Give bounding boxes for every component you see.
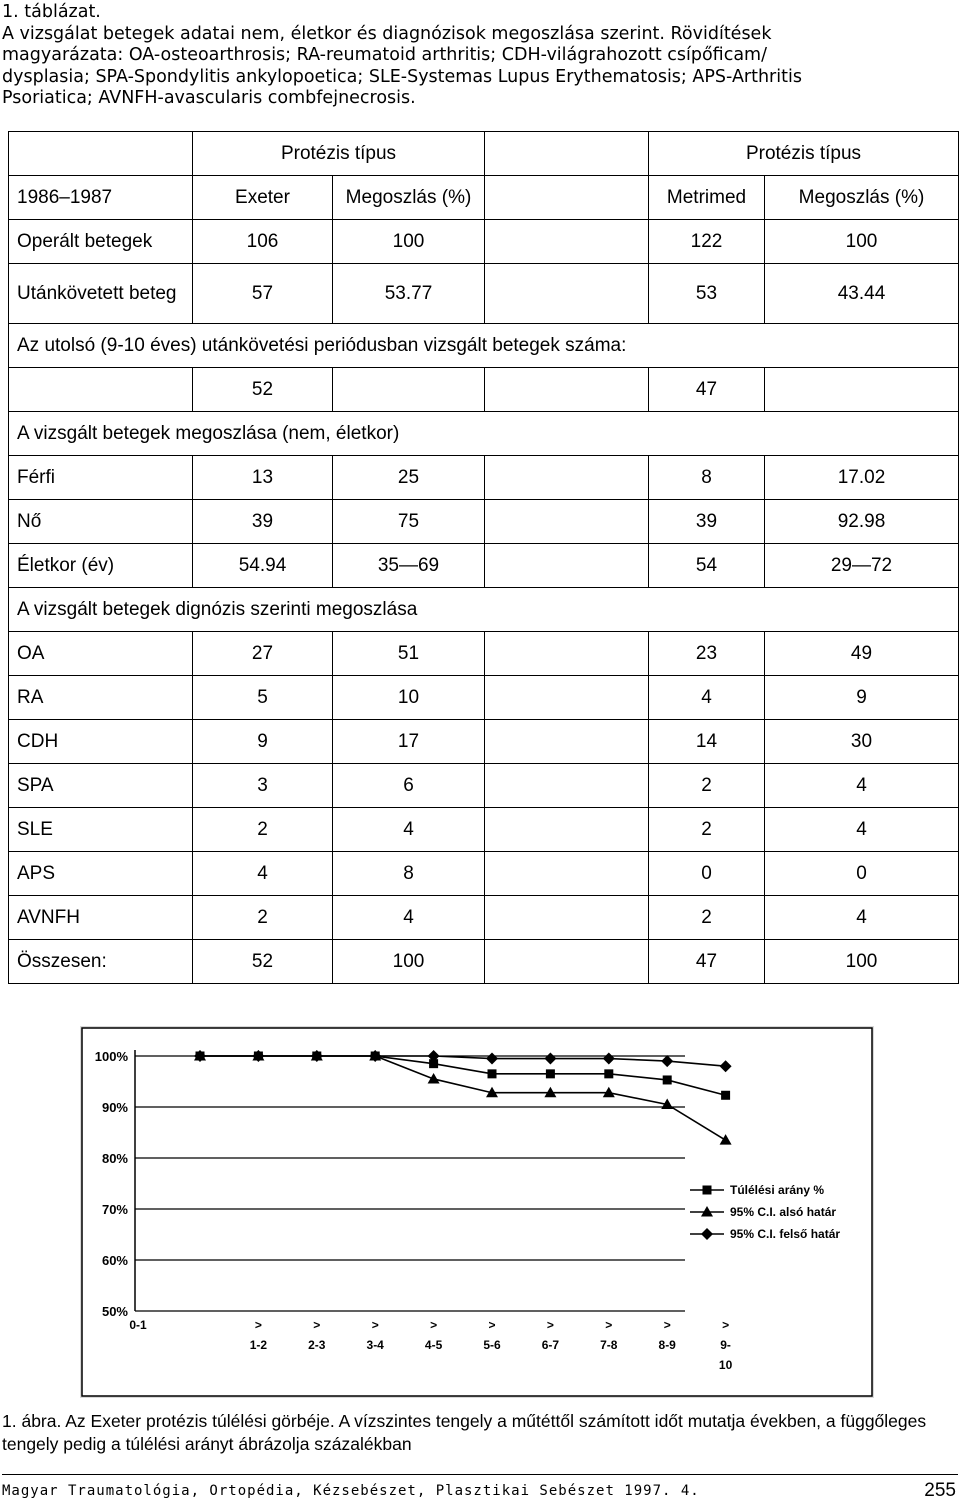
cell-metrimed-count: 47 xyxy=(649,368,765,412)
legend-label: 95% C.I. alsó határ xyxy=(730,1205,837,1219)
cell-exeter: 39 xyxy=(193,500,333,544)
cell-exeter: 3 xyxy=(193,764,333,808)
cell-metrimed: 2 xyxy=(649,808,765,852)
table-row xyxy=(9,852,959,896)
x-tick-label: > xyxy=(663,1318,671,1332)
x-tick-label: 6-7 xyxy=(541,1338,560,1352)
cell-metrimed: 23 xyxy=(649,632,765,676)
x-tick-label: > xyxy=(605,1318,613,1332)
cell-exeter-range: 35—69 xyxy=(333,544,485,588)
table-row xyxy=(9,940,959,984)
x-tick-label: > xyxy=(546,1318,554,1332)
cell-metrimed-percent: 100 xyxy=(765,940,959,984)
page-number: 255 xyxy=(924,1480,956,1501)
x-tick-label: > xyxy=(371,1318,379,1332)
sex-age-section-title: A vizsgált betegek megoszlása (nem, életkor) xyxy=(9,412,959,456)
section-row xyxy=(9,588,959,632)
data-point-square xyxy=(546,1069,555,1078)
row-label: APS xyxy=(9,852,193,896)
table-caption xyxy=(2,2,952,110)
cell-metrimed: 39 xyxy=(649,500,765,544)
journal-name: Magyar Traumatológia, Ortopédia, Kézsebészet, Plasztikai Sebészet 1997. 4. xyxy=(2,1483,700,1499)
cell-exeter-percent: 8 xyxy=(333,852,485,896)
x-tick-label: 0-1 xyxy=(129,1318,147,1332)
diagnosis-section-title: A vizsgált betegek dignózis szerinti megoszlása xyxy=(9,588,959,632)
cell-exeter-count: 52 xyxy=(193,368,333,412)
row-label: CDH xyxy=(9,720,193,764)
cell-metrimed-percent: 100 xyxy=(765,220,959,264)
caption-line: 1. táblázat. xyxy=(2,2,101,22)
row-label: AVNFH xyxy=(9,896,193,940)
x-tick-label: 1-2 xyxy=(249,1338,268,1352)
x-tick-label: > xyxy=(254,1318,262,1332)
x-tick-label: 9- xyxy=(720,1338,731,1352)
x-tick-label: 8-9 xyxy=(658,1338,676,1352)
cell-exeter: 52 xyxy=(193,940,333,984)
table-row xyxy=(9,368,959,412)
cell-exeter: 2 xyxy=(193,896,333,940)
cell-metrimed: 0 xyxy=(649,852,765,896)
cell-exeter: 2 xyxy=(193,808,333,852)
row-label: Operált betegek xyxy=(9,220,193,264)
cell-metrimed-percent: 0 xyxy=(765,852,959,896)
cell-metrimed: 54 xyxy=(649,544,765,588)
chart-legend xyxy=(688,1178,868,1256)
table-row xyxy=(9,896,959,940)
y-tick-label: 80% xyxy=(101,1151,128,1166)
cell-metrimed-percent: 4 xyxy=(765,896,959,940)
x-tick-label: > xyxy=(430,1318,438,1332)
cell-exeter-percent: 53.77 xyxy=(333,264,485,324)
header-period: 1986–1987 xyxy=(9,176,193,220)
x-tick-label: 2-3 xyxy=(308,1338,326,1352)
table-row xyxy=(9,676,959,720)
patient-data-table xyxy=(8,131,959,984)
cell-exeter: 13 xyxy=(193,456,333,500)
caption-line: Psoriatica; AVNFH-avascularis combfejnecrosis. xyxy=(2,88,416,108)
cell-exeter: 54.94 xyxy=(193,544,333,588)
x-tick-label: 3-4 xyxy=(366,1338,384,1352)
cell-metrimed: 4 xyxy=(649,676,765,720)
cell-metrimed: 2 xyxy=(649,764,765,808)
cell-exeter: 4 xyxy=(193,852,333,896)
page-footer xyxy=(2,1474,958,1503)
legend-label: Túlélési arány % xyxy=(730,1183,825,1197)
x-tick-label: > xyxy=(722,1318,730,1332)
figure-caption: 1. ábra. Az Exeter protézis túlélési görbéje. A vízszintes tengely a műtéttől számított időt mutatja években, a függőleges tengely pedig a túlélési arányt ábrázolja százalékban xyxy=(2,1411,927,1454)
cell-exeter-percent: 10 xyxy=(333,676,485,720)
cell-exeter-percent: 51 xyxy=(333,632,485,676)
row-label: Utánkövetett beteg xyxy=(9,264,193,324)
header-exeter: Exeter xyxy=(193,176,333,220)
table-row xyxy=(9,264,959,324)
table-row xyxy=(9,544,959,588)
table-row xyxy=(9,500,959,544)
cell-exeter: 5 xyxy=(193,676,333,720)
header-distribution-right: Megoszlás (%) xyxy=(765,176,959,220)
cell-exeter: 9 xyxy=(193,720,333,764)
cell-metrimed: 122 xyxy=(649,220,765,264)
row-label: Összesen: xyxy=(9,940,193,984)
caption-line: A vizsgálat betegek adatai nem, életkor és diagnózisok megoszlása szerint. Rövidítések xyxy=(2,23,772,44)
cell-exeter-percent: 4 xyxy=(333,896,485,940)
cell-metrimed-percent: 30 xyxy=(765,720,959,764)
table-row xyxy=(9,220,959,264)
cell-exeter-percent: 4 xyxy=(333,808,485,852)
row-label: Életkor (év) xyxy=(9,544,193,588)
x-tick-label: 7-8 xyxy=(600,1338,618,1352)
cell-metrimed-percent: 43.44 xyxy=(765,264,959,324)
row-label: SLE xyxy=(9,808,193,852)
cell-metrimed: 2 xyxy=(649,896,765,940)
section-row xyxy=(9,412,959,456)
cell-metrimed: 8 xyxy=(649,456,765,500)
table-row xyxy=(9,632,959,676)
cell-metrimed-percent: 4 xyxy=(765,764,959,808)
header-prosthesis-type-left: Protézis típus xyxy=(193,132,485,176)
cell-metrimed: 14 xyxy=(649,720,765,764)
table-row xyxy=(9,720,959,764)
cell-exeter-percent: 17 xyxy=(333,720,485,764)
cell-metrimed-percent: 4 xyxy=(765,808,959,852)
last-period-note: Az utolsó (9-10 éves) utánkövetési periódusban vizsgált betegek száma: xyxy=(9,324,959,368)
y-tick-label: 60% xyxy=(101,1253,128,1268)
legend-label: 95% C.I. felső határ xyxy=(730,1227,841,1241)
data-point-square xyxy=(488,1069,497,1078)
cell-exeter-percent: 6 xyxy=(333,764,485,808)
cell-metrimed-range: 29—72 xyxy=(765,544,959,588)
cell-exeter: 106 xyxy=(193,220,333,264)
table-row xyxy=(9,456,959,500)
data-point-square xyxy=(721,1091,730,1100)
row-label: Férfi xyxy=(9,456,193,500)
y-tick-label: 100% xyxy=(94,1049,128,1064)
section-row xyxy=(9,324,959,368)
y-tick-label: 90% xyxy=(101,1100,128,1115)
header-distribution-left: Megoszlás (%) xyxy=(333,176,485,220)
header-row-prosthesis xyxy=(9,132,959,176)
cell-exeter-percent: 100 xyxy=(333,220,485,264)
table-row xyxy=(9,764,959,808)
header-prosthesis-type-right: Protézis típus xyxy=(649,132,959,176)
header-row-columns xyxy=(9,176,959,220)
data-point-square xyxy=(703,1186,712,1195)
row-label: OA xyxy=(9,632,193,676)
caption-line: dysplasia; SPA-Spondylitis ankylopoetica; SLE-Systemas Lupus Erythematosis; APS-Arthritis xyxy=(2,66,802,87)
survival-chart xyxy=(80,1026,880,1404)
cell-metrimed-percent: 9 xyxy=(765,676,959,720)
cell-exeter-percent: 100 xyxy=(333,940,485,984)
data-point-square xyxy=(663,1075,672,1084)
y-tick-label: 50% xyxy=(101,1304,128,1319)
data-point-square xyxy=(604,1069,613,1078)
x-tick-label: > xyxy=(488,1318,496,1332)
table-row xyxy=(9,808,959,852)
cell-exeter: 57 xyxy=(193,264,333,324)
cell-metrimed-percent: 17.02 xyxy=(765,456,959,500)
row-label: RA xyxy=(9,676,193,720)
cell-metrimed-percent: 92.98 xyxy=(765,500,959,544)
cell-exeter: 27 xyxy=(193,632,333,676)
x-tick-label: 4-5 xyxy=(424,1338,443,1352)
cell-metrimed: 53 xyxy=(649,264,765,324)
header-metrimed: Metrimed xyxy=(649,176,765,220)
x-tick-label: 10 xyxy=(718,1358,733,1372)
cell-exeter-percent: 25 xyxy=(333,456,485,500)
x-tick-label: 5-6 xyxy=(483,1338,501,1352)
cell-metrimed: 47 xyxy=(649,940,765,984)
cell-metrimed-percent: 49 xyxy=(765,632,959,676)
x-tick-label: > xyxy=(313,1318,321,1332)
header-empty xyxy=(485,176,649,220)
row-label: SPA xyxy=(9,764,193,808)
caption-line: magyarázata: OA-osteoarthrosis; RA-reumatoid arthritis; CDH-világrahozott csípőficam/ xyxy=(2,45,767,65)
row-label: Nő xyxy=(9,500,193,544)
cell-exeter-percent: 75 xyxy=(333,500,485,544)
y-tick-label: 70% xyxy=(101,1202,128,1217)
